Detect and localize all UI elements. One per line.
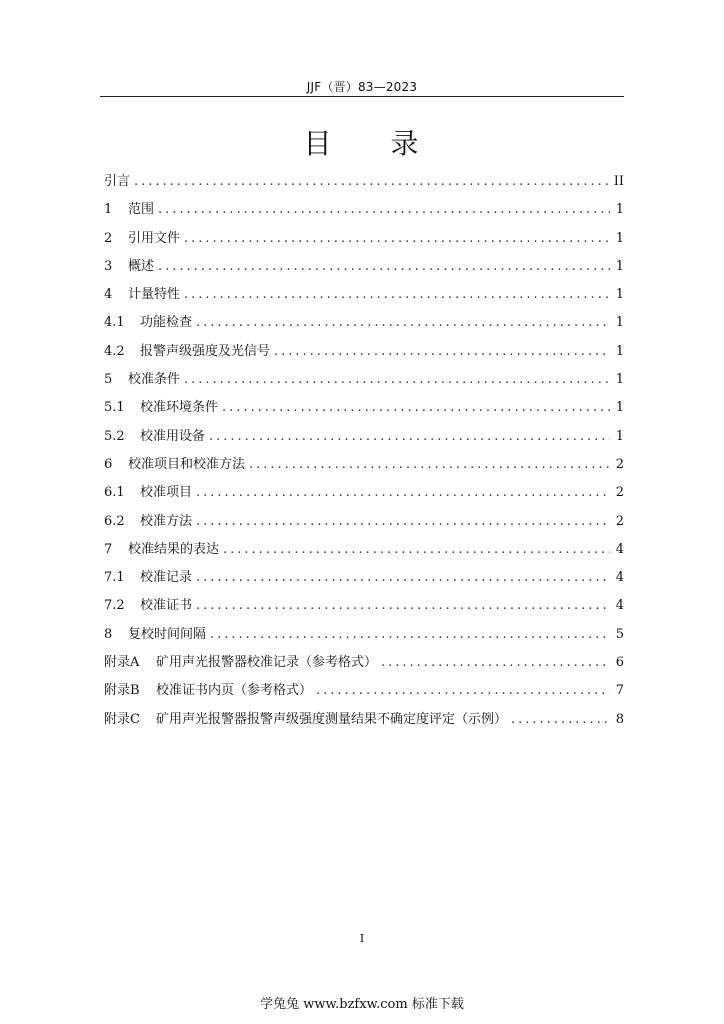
toc-entry-appendix-a[interactable] — [104, 649, 624, 677]
toc-entry-5[interactable] — [104, 366, 624, 394]
toc-entry-3[interactable] — [104, 253, 624, 281]
toc-entry-page: 2 — [615, 513, 624, 529]
toc-entry-page: 5 — [615, 626, 624, 642]
toc-entry-page: 1 — [615, 315, 624, 331]
toc-leader-dots — [316, 677, 610, 705]
toc-leader-dots — [184, 281, 610, 309]
toc-entry-page: 6 — [615, 655, 624, 671]
toc-entry-number: 7 — [104, 541, 113, 557]
toc-leader-dots — [196, 508, 610, 536]
toc-entry-number: 附录A — [104, 655, 140, 671]
toc-entry-label: 复校时间间隔 — [128, 626, 207, 642]
toc-entry-label: 矿用声光报警器报警声级强度测量结果不确定度评定（示例） — [156, 711, 508, 727]
toc-entry-number: 6.2 — [104, 513, 125, 529]
toc-leader-dots — [222, 394, 610, 422]
toc-entry-page: 1 — [615, 428, 624, 444]
toc-entry-page: 4 — [615, 598, 624, 614]
toc-entry-label: 校准条件 — [128, 372, 181, 388]
toc-entry-number: 4.1 — [104, 315, 125, 331]
toc-entry-4[interactable] — [104, 281, 624, 309]
toc-leader-dots — [196, 309, 610, 337]
toc-entry-label: 校准用设备 — [140, 428, 206, 444]
toc-entry-number: 1 — [104, 202, 113, 218]
toc-entry-page: 4 — [615, 541, 624, 557]
toc-entry-7-2[interactable] — [104, 592, 624, 620]
toc-entry-4-2[interactable] — [104, 338, 624, 366]
toc-leader-dots — [184, 366, 610, 394]
toc-entry-page: 7 — [615, 683, 624, 699]
toc-entry-4-1[interactable] — [104, 309, 624, 337]
toc-entry-number: 6.1 — [104, 485, 125, 501]
toc-leader-dots — [158, 196, 610, 224]
toc-entry-label: 校准项目和校准方法 — [128, 456, 246, 472]
toc-leader-dots — [196, 479, 610, 507]
toc-entry-page: 1 — [615, 400, 624, 416]
toc-entry-8[interactable] — [104, 621, 624, 649]
toc-entry-number: 6 — [104, 456, 113, 472]
document-code-header: JJF（晋）83—2023 — [306, 80, 418, 94]
toc-leader-dots — [209, 423, 610, 451]
toc-entry-6[interactable] — [104, 451, 624, 479]
toc-entry-page: 1 — [615, 372, 624, 388]
toc-leader-dots — [511, 706, 610, 734]
toc-entry-1[interactable] — [104, 196, 624, 224]
toc-entry-label: 报警声级强度及光信号 — [140, 343, 271, 359]
toc-entry-number: 5 — [104, 372, 113, 388]
toc-entry-number: 4 — [104, 287, 113, 303]
toc-entry-page: II — [613, 174, 624, 189]
toc-entry-2[interactable] — [104, 225, 624, 253]
toc-entry-label: 校准项目 — [140, 485, 193, 501]
toc-leader-dots — [223, 536, 610, 564]
toc-entry-page: 8 — [615, 711, 624, 727]
toc-entry-6-2[interactable] — [104, 508, 624, 536]
toc-leader-dots — [134, 168, 610, 196]
toc-entry-label: 引言 — [104, 174, 131, 189]
toc-entry-label: 范围 — [128, 202, 155, 218]
toc-entry-label: 校准结果的表达 — [128, 541, 220, 557]
toc-entry-label: 校准环境条件 — [140, 400, 219, 416]
toc-entry-number: 5.2 — [104, 428, 125, 444]
toc-entry-number: 8 — [104, 626, 113, 642]
toc-entry-number: 3 — [104, 258, 113, 274]
header-divider — [100, 96, 624, 97]
toc-entry-7-1[interactable] — [104, 564, 624, 592]
toc-entry-appendix-c[interactable] — [104, 706, 624, 734]
toc-entry-label: 概述 — [128, 258, 155, 274]
toc-leader-dots — [274, 338, 610, 366]
toc-leader-dots — [196, 592, 610, 620]
toc-entry-number: 附录C — [104, 711, 140, 727]
toc-entry-page: 1 — [615, 258, 624, 274]
page-number: I — [359, 932, 365, 945]
toc-entry-number: 4.2 — [104, 343, 125, 359]
toc-entry-number: 2 — [104, 230, 113, 246]
toc-entry-label: 校准方法 — [140, 513, 193, 529]
toc-leader-dots — [196, 564, 610, 592]
toc-entry-5-1[interactable] — [104, 394, 624, 422]
toc-entry-page: 1 — [615, 287, 624, 303]
toc-entry-page: 1 — [615, 230, 624, 246]
toc-entry-number: 7.2 — [104, 598, 125, 614]
toc-entry-6-1[interactable] — [104, 479, 624, 507]
toc-entry-page: 4 — [615, 570, 624, 586]
toc-leader-dots — [184, 225, 610, 253]
toc-entry-label: 计量特性 — [128, 287, 181, 303]
toc-leader-dots — [210, 621, 610, 649]
footer-watermark-text: 学兔兔 www.bzfxw.com 标准下载 — [260, 997, 464, 1012]
toc-entry-label: 功能检查 — [140, 315, 193, 331]
toc-entry-label: 引用文件 — [128, 230, 181, 246]
toc-entry-appendix-b[interactable] — [104, 677, 624, 705]
toc-entry-page: 2 — [615, 456, 624, 472]
toc-entry-number: 5.1 — [104, 400, 125, 416]
toc-entry-page: 2 — [615, 485, 624, 501]
toc-entry-5-2[interactable] — [104, 423, 624, 451]
toc-leader-dots — [381, 649, 610, 677]
toc-entry-number: 附录B — [104, 683, 140, 699]
toc-entry-7[interactable] — [104, 536, 624, 564]
toc-entry-number: 7.1 — [104, 570, 125, 586]
toc-entry-label: 矿用声光报警器校准记录（参考格式） — [156, 655, 378, 671]
toc-entry-label: 校准证书 — [140, 598, 193, 614]
toc-entry-label: 校准记录 — [140, 570, 193, 586]
toc-leader-dots — [158, 253, 610, 281]
table-of-contents — [104, 168, 624, 734]
toc-entry-page: 1 — [615, 202, 624, 218]
toc-entry-label: 校准证书内页（参考格式） — [156, 683, 313, 699]
toc-entry-page: 1 — [615, 343, 624, 359]
toc-leader-dots — [249, 451, 610, 479]
page-title: 目 录 — [303, 127, 421, 160]
toc-entry-preface[interactable] — [104, 168, 624, 196]
